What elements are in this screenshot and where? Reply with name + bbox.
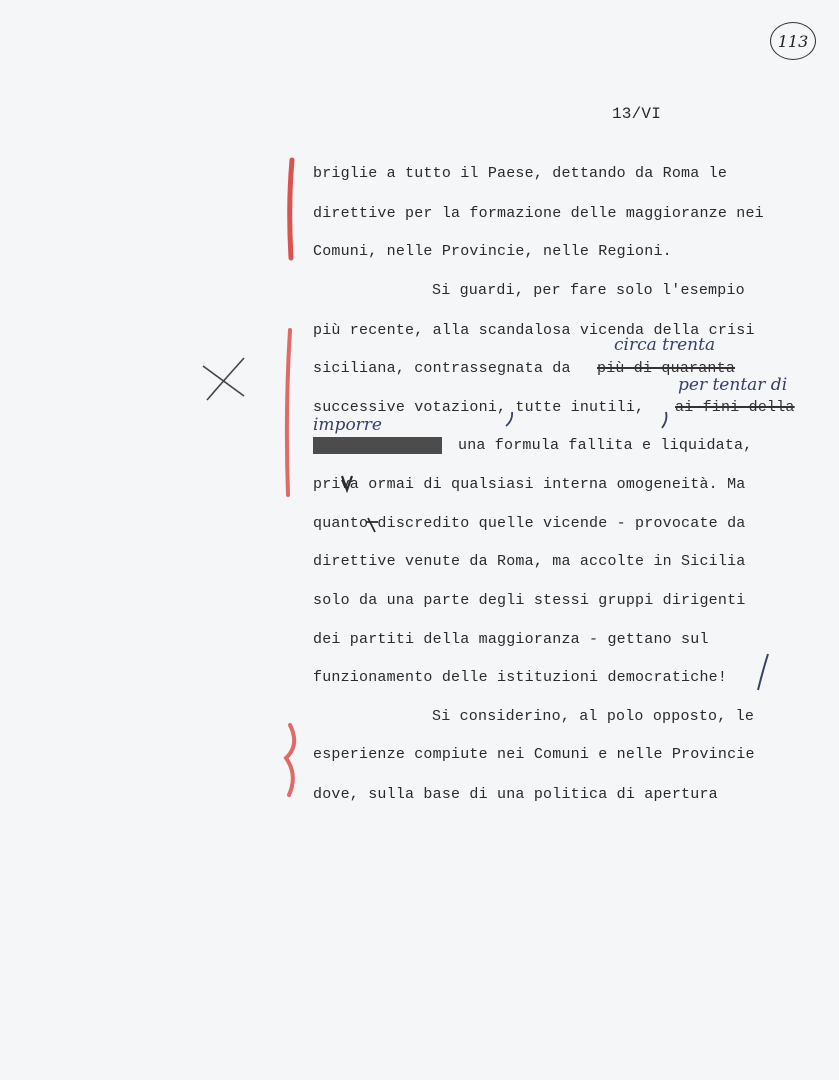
page-number: 13/VI: [612, 105, 662, 123]
ink-slash-mark: [758, 654, 768, 690]
struck-text-imposizione-di: imposizione di: [313, 437, 442, 454]
text-line-15: Si considerino, al polo opposto, le: [432, 708, 755, 725]
handwritten-circa-trenta: circa trenta: [614, 335, 716, 355]
text-line-4: Si guardi, per fare solo l'esempio: [432, 282, 745, 299]
cross-mark-stroke-1: [203, 366, 244, 396]
text-line-11: direttive venute da Roma, ma accolte in Sicilia: [313, 553, 746, 570]
red-pencil-margin-bracket: [286, 725, 294, 795]
handwritten-per-tentar-di: per tentar di: [678, 375, 788, 395]
text-line-5: più recente, alla scandalosa vicenda della crisi: [313, 322, 755, 339]
red-pencil-margin-line-2: [287, 330, 290, 495]
folio-number: 113: [770, 22, 816, 60]
ink-comma-mark-2: [662, 412, 667, 428]
text-line-17: dove, sulla base di una politica di apertura: [313, 786, 718, 803]
text-line-7: successive votazioni, tutte inutili,: [313, 399, 645, 416]
handwritten-imporre: imporre: [313, 415, 382, 435]
text-line-3: Comuni, nelle Provincie, nelle Regioni.: [313, 243, 672, 260]
text-line-1: briglie a tutto il Paese, dettando da Roma le: [313, 165, 728, 182]
text-line-8: una formula fallita e liquidata,: [458, 437, 753, 454]
text-line-6: siciliana, contrassegnata da: [313, 360, 571, 377]
struck-text-ai-fini-della: ai fini della: [675, 399, 795, 416]
text-line-16: esperienze compiute nei Comuni e nelle Provincie: [313, 746, 755, 763]
struck-text-piu-di-quaranta: più di quaranta: [597, 360, 736, 377]
text-line-14: funzionamento delle istituzioni democratiche!: [313, 669, 728, 686]
cross-mark-stroke-2: [207, 358, 244, 400]
text-line-13: dei partiti della maggioranza - gettano sul: [313, 631, 709, 648]
text-line-9: priva ormai di qualsiasi interna omogeneità. Ma: [313, 476, 746, 493]
text-line-10: quanto discredito quelle vicende - provocate da: [313, 515, 746, 532]
red-pencil-margin-line-1: [290, 160, 292, 258]
text-line-12: solo da una parte degli stessi gruppi dirigenti: [313, 592, 746, 609]
text-line-2: direttive per la formazione delle maggioranze nei: [313, 205, 764, 222]
